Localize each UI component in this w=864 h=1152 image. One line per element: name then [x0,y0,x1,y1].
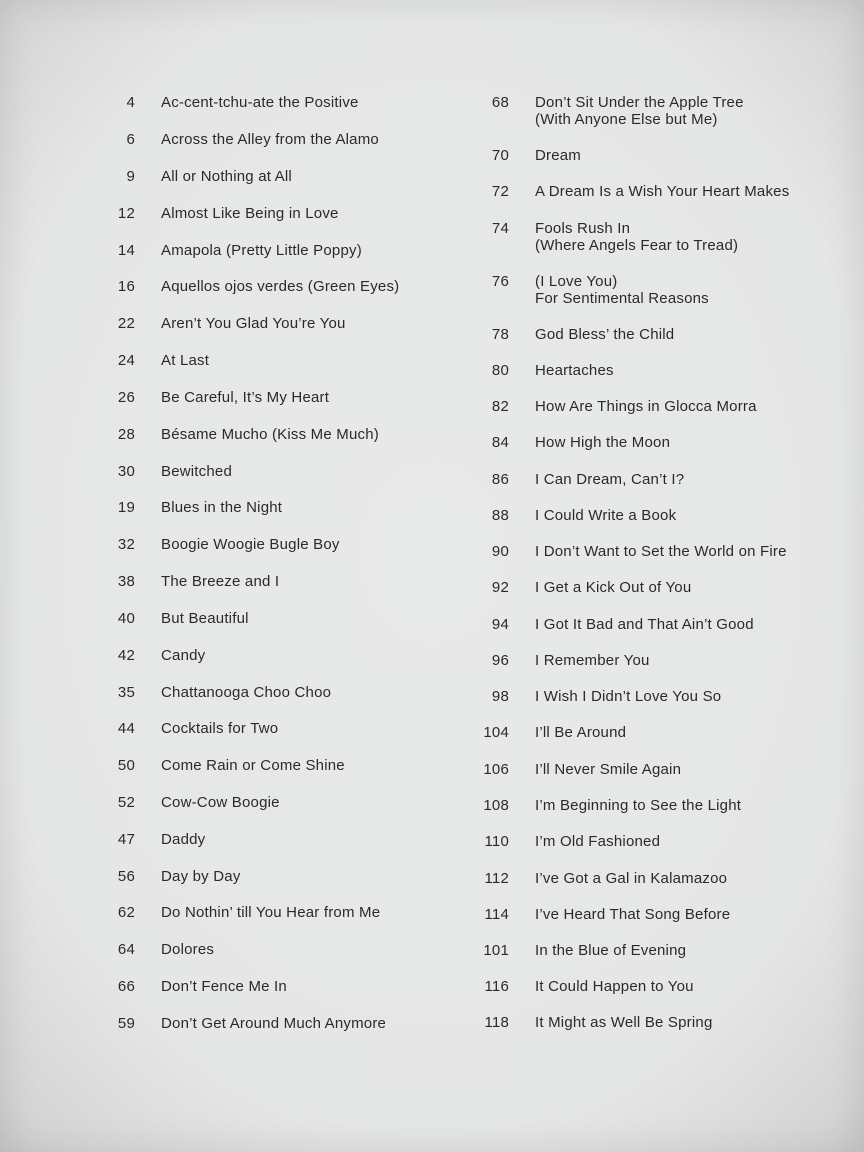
toc-entry [0,941,214,958]
page-number: 47 [117,831,135,848]
song-title: I’ve Got a Gal in Kalamazoo [535,870,728,887]
song-title: All or Nothing at All [161,168,292,185]
page-number: 104 [483,724,509,741]
song-title: Don’t Get Around Much Anymore [161,1015,387,1032]
toc-entry [430,942,686,959]
toc-entry [430,147,581,164]
page-number: 118 [484,1014,509,1031]
song-title: Dream [535,147,582,164]
song-title: It Might as Well Be Spring [535,1014,713,1031]
song-title: I Get a Kick Out of You [535,579,692,596]
toc-entry [430,579,691,596]
song-title: It Could Happen to You [535,978,694,995]
song-title: Dolores [161,941,215,958]
song-title: I Got It Bad and That Ain’t Good [535,616,754,633]
song-title: Bewitched [161,463,233,480]
page-number: 14 [117,242,135,259]
toc-entry [0,1015,386,1032]
toc-entry [0,978,287,995]
page-number: 66 [117,978,135,995]
song-title: I Wish I Didn’t Love You So [535,688,722,705]
toc-entry [0,536,340,553]
song-title: In the Blue of Evening [535,942,687,959]
page-number: 59 [117,1015,135,1032]
toc-entry [0,831,205,848]
page-number: 86 [491,471,509,488]
song-title: Don’t Sit Under the Apple Tree (With Anyone Else but Me) [535,94,744,128]
page-number: 94 [491,616,509,633]
song-title: But Beautiful [161,610,249,627]
toc-entry [430,326,674,343]
page-number: 68 [491,94,509,111]
page-number: 35 [117,684,135,701]
page-number: 72 [491,183,509,200]
song-title: Almost Like Being in Love [161,205,339,222]
song-title: Fools Rush In (Where Angels Fear to Tread) [535,220,739,254]
toc-entry [0,94,359,111]
song-title: Bésame Mucho (Kiss Me Much) [161,426,379,443]
page-number: 44 [117,720,135,737]
toc-entry [430,652,650,669]
song-title: I’m Old Fashioned [535,833,661,850]
song-title: I’ve Heard That Song Before [535,906,731,923]
song-title: I’ll Never Smile Again [535,761,682,778]
page-number: 22 [117,315,135,332]
page-number: 30 [117,463,135,480]
song-title: Don’t Fence Me In [161,978,287,995]
page-number: 116 [484,978,509,995]
song-title: The Breeze and I [161,573,280,590]
toc-entry [430,183,789,200]
song-title: Be Careful, It’s My Heart [161,389,330,406]
song-title: Boogie Woogie Bugle Boy [161,536,340,553]
toc-entry [0,868,241,885]
page-number: 70 [491,147,509,164]
page-number: 84 [491,434,509,451]
song-title: Across the Alley from the Alamo [161,131,379,148]
toc-entry [430,398,757,415]
page-number: 6 [126,131,135,148]
toc-entry [430,362,614,379]
toc-entry [430,978,694,995]
song-title: Cow-Cow Boogie [161,794,280,811]
page-number: 64 [117,941,135,958]
page-number: 110 [484,833,509,850]
page-number: 82 [491,398,509,415]
page-number: 106 [483,761,509,778]
toc-entry [0,720,278,737]
toc-entry [430,870,727,887]
toc-entry [0,426,379,443]
page-number: 112 [484,870,509,887]
page-number: 62 [117,904,135,921]
song-title: I Remember You [535,652,650,669]
page-number: 108 [483,797,509,814]
toc-entry [430,1014,713,1031]
page-number: 96 [491,652,509,669]
page-number: 19 [117,499,135,516]
page-number: 101 [483,942,509,959]
page-number: 92 [491,579,509,596]
song-title: God Bless’ the Child [535,326,675,343]
page-number: 12 [117,205,135,222]
toc-entry [0,647,205,664]
toc-entry [430,616,754,633]
page-number: 9 [126,168,135,185]
song-title: A Dream Is a Wish Your Heart Makes [535,183,790,200]
song-title: Amapola (Pretty Little Poppy) [161,242,362,259]
page-number: 90 [491,543,509,560]
toc-entry [430,724,626,741]
song-title: Aren’t You Glad You’re You [161,315,346,332]
page-number: 76 [491,273,509,290]
toc-entry [430,434,670,451]
toc-entry [0,904,380,921]
page-number: 56 [117,868,135,885]
song-title: Candy [161,647,206,664]
toc-entry [430,761,681,778]
toc-entry [0,463,232,480]
page-number: 4 [126,94,135,111]
toc-entry [0,278,399,295]
song-title: Chattanooga Choo Choo [161,684,332,701]
toc-entry [430,273,709,307]
toc-entry [0,205,339,222]
toc-entry [0,684,331,701]
toc-entry [430,797,741,814]
song-title: (I Love You) For Sentimental Reasons [535,273,709,307]
toc-entry [430,906,730,923]
page-number: 74 [491,220,509,237]
toc-entry [430,543,787,560]
page-number: 26 [117,389,135,406]
song-title: Blues in the Night [161,499,283,516]
toc-entry [0,610,249,627]
toc-entry [430,220,738,254]
song-title: Daddy [161,831,206,848]
toc-entry [0,352,209,369]
song-title: At Last [161,352,210,369]
page-number: 32 [117,536,135,553]
song-title: Heartaches [535,362,614,379]
toc-entry [0,757,345,774]
toc-entry [430,833,660,850]
page-number: 52 [117,794,135,811]
page-number: 42 [117,647,135,664]
page-number: 78 [491,326,509,343]
toc-entry [0,242,362,259]
toc-entry [0,131,379,148]
toc-entry [430,688,721,705]
page-number: 50 [117,757,135,774]
song-title: Aquellos ojos verdes (Green Eyes) [161,278,400,295]
song-title: I Can Dream, Can’t I? [535,471,685,488]
song-title: I Could Write a Book [535,507,677,524]
page-number: 24 [117,352,135,369]
song-title: I Don’t Want to Set the World on Fire [535,543,787,560]
song-title: Ac-cent-tchu-ate the Positive [161,94,359,111]
song-title: Cocktails for Two [161,720,279,737]
toc-entry [0,499,282,516]
page-number: 40 [117,610,135,627]
page-number: 98 [491,688,509,705]
song-title: How Are Things in Glocca Morra [535,398,757,415]
page-number: 114 [484,906,509,923]
toc-entry [0,168,292,185]
toc-entry [430,471,684,488]
page-number: 16 [117,278,135,295]
toc-entry [0,389,329,406]
song-title: Do Nothin’ till You Hear from Me [161,904,381,921]
page-number: 38 [117,573,135,590]
toc-entry [430,507,676,524]
song-title: I’m Beginning to See the Light [535,797,742,814]
toc-entry [0,794,280,811]
toc-entry [0,315,346,332]
song-title: How High the Moon [535,434,671,451]
page-number: 80 [491,362,509,379]
toc-entry [0,573,279,590]
song-title: Come Rain or Come Shine [161,757,345,774]
page-number: 28 [117,426,135,443]
song-title: Day by Day [161,868,241,885]
page-number: 88 [491,507,509,524]
toc-entry [430,94,744,128]
song-title: I’ll Be Around [535,724,627,741]
